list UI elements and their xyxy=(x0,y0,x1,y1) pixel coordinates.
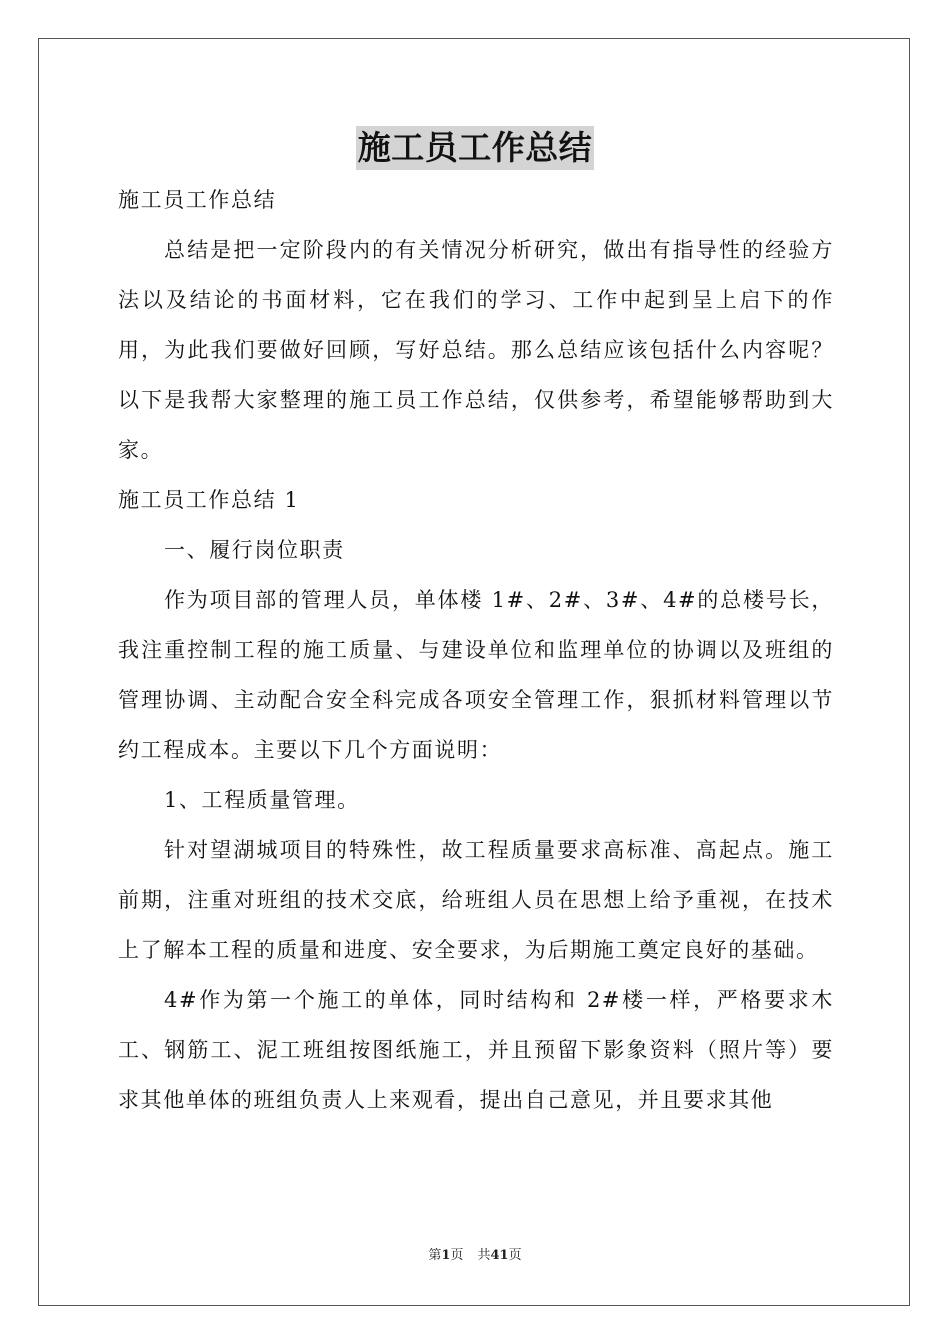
list-heading-quality: 1、工程质量管理。 xyxy=(164,788,360,812)
section-heading: 施工员工作总结 1 xyxy=(118,488,300,512)
page-number-current: 1 xyxy=(441,1248,451,1263)
total-prefix: 共 xyxy=(477,1248,491,1263)
paragraph-quality: 针对望湖城项目的特殊性，故工程质量要求高标准、高起点。施工前期，注重对班组的技术交底，给班组人员在思想上给予重视，在技术上了解本工程的质量和进度、安全要求，为后期施工奠定良好的基础。 xyxy=(118,838,834,962)
total-suffix: 页 xyxy=(508,1248,522,1263)
paragraph-heading: 施工员工作总结 xyxy=(118,188,277,212)
page-footer xyxy=(0,1247,950,1265)
page-suffix: 页 xyxy=(450,1248,464,1263)
paragraph-duties: 作为项目部的管理人员，单体楼 1#、2#、3#、4#的总楼号长，我注重控制工程的施工质量、与建设单位和监理单位的协调以及班组的管理协调、主动配合安全科完成各项安全管理工作，狠抓材料管理以节约工程成本。主要以下几个方面说明： xyxy=(118,588,834,762)
title-block xyxy=(0,126,950,170)
paragraph-intro: 总结是把一定阶段内的有关情况分析研究，做出有指导性的经验方法以及结论的书面材料，它在我们的学习、工作中起到呈上启下的作用，为此我们要做好回顾，写好总结。那么总结应该包括什么内容呢？以下是我帮大家整理的施工员工作总结，仅供参考，希望能够帮助到大家。 xyxy=(118,238,834,462)
page-number-total: 41 xyxy=(490,1248,509,1263)
subsection-heading: 一、履行岗位职责 xyxy=(164,538,345,562)
document-body xyxy=(118,175,834,1125)
page-prefix: 第 xyxy=(428,1248,442,1263)
paragraph-building-4: 4#作为第一个施工的单体，同时结构和 2#楼一样，严格要求木工、钢筋工、泥工班组按图纸施工，并且预留下影象资料（照片等）要求其他单体的班组负责人上来观看，提出自己意见，并且要求其他 xyxy=(118,988,834,1112)
document-title: 施工员工作总结 xyxy=(356,126,595,170)
